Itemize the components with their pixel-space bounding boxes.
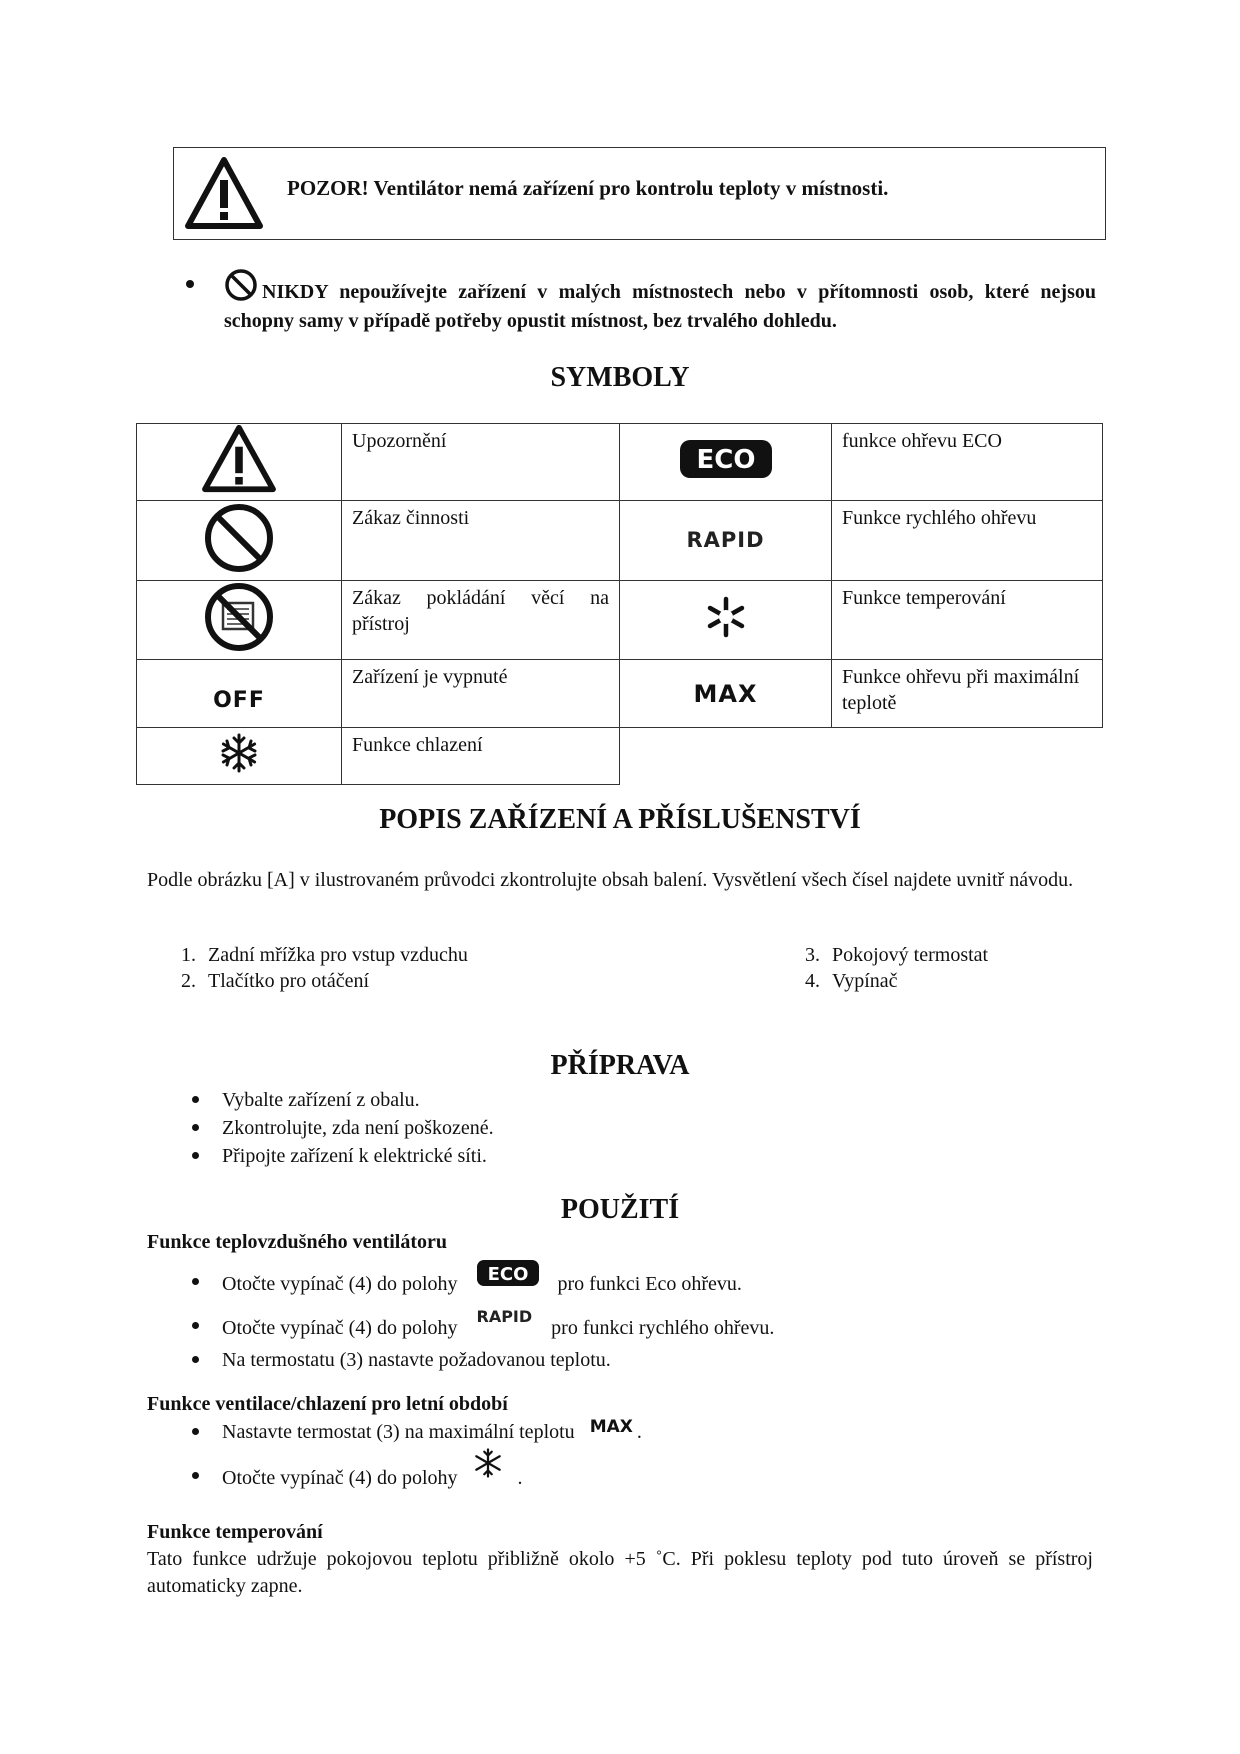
list-item: 2. Tlačítko pro otáčení bbox=[181, 970, 370, 992]
symbol-label: Funkce ohřevu při maximální teplotě bbox=[832, 660, 1103, 728]
symbol-icon-cell bbox=[620, 424, 832, 501]
list-item: 3. Pokojový termostat bbox=[805, 944, 989, 966]
symbols-table bbox=[136, 423, 1103, 785]
list-item: Zkontrolujte, zda není poškozené. bbox=[190, 1114, 494, 1142]
symbol-icon-cell bbox=[137, 501, 342, 581]
max-icon: MAX bbox=[589, 1417, 633, 1438]
symbol-icon-cell bbox=[137, 424, 342, 501]
eco-icon bbox=[678, 438, 774, 480]
symbols-title: SYMBOLY bbox=[550, 362, 690, 393]
parts-list-left bbox=[160, 942, 468, 994]
warning-triangle-icon bbox=[201, 424, 277, 494]
usage-title: POUŽITÍ bbox=[560, 1194, 680, 1225]
symbol-label: Funkce chlazení bbox=[342, 728, 620, 785]
summer-list bbox=[190, 1418, 642, 1494]
symbol-label: funkce ohřevu ECO bbox=[832, 424, 1103, 501]
symbol-icon-cell bbox=[620, 581, 832, 660]
eco-icon-text: ECO bbox=[696, 445, 755, 475]
symbol-label: Funkce rychlého ohřevu bbox=[832, 501, 1103, 581]
antifrost-text: Tato funkce udržuje pokojovou teplotu přibližně okolo +5 ˚C. Při poklesu teploty pod tuto úroveň se přístroj automaticky zapne. bbox=[147, 1548, 1093, 1597]
max-icon: MAX bbox=[693, 679, 758, 708]
eco-icon-text: ECO bbox=[487, 1264, 528, 1286]
rapid-icon: RAPID bbox=[686, 528, 765, 552]
preparation-list bbox=[190, 1086, 494, 1170]
heater-heading: Funkce teplovzdušného ventilátoru bbox=[147, 1231, 448, 1253]
list-item: Vybalte zařízení z obalu. bbox=[190, 1086, 494, 1114]
snowflake-icon bbox=[473, 1448, 503, 1478]
list-item: Připojte zařízení k elektrické síti. bbox=[190, 1142, 494, 1170]
symbol-label: Zákaz pokládání věcí na přístroj bbox=[342, 581, 620, 660]
warning-text: POZOR! Ventilátor nemá zařízení pro kontrolu teploty v místnosti. bbox=[287, 176, 889, 200]
list-item: Na termostatu (3) nastavte požadovanou teplotu. bbox=[190, 1346, 774, 1374]
list-item: 1. Zadní mřížka pro vstup vzduchu bbox=[181, 944, 468, 966]
snowflake-icon bbox=[219, 733, 259, 773]
symbol-icon-cell bbox=[137, 581, 342, 660]
never-note-text: NIKDY nepoužívejte zařízení v malých místnostech nebo v přítomnosti osob, které nejsou schopny samy v případě potřeby opustit místnost, bez trvalého dohledu. bbox=[224, 281, 1096, 332]
preparation-title: PŘÍPRAVA bbox=[550, 1050, 690, 1081]
symbol-label: Zařízení je vypnuté bbox=[342, 660, 620, 728]
parts-list-right bbox=[784, 942, 988, 994]
eco-icon bbox=[475, 1258, 541, 1288]
rapid-icon: RAPID bbox=[476, 1307, 533, 1327]
warning-box bbox=[173, 147, 1106, 240]
summer-heading: Funkce ventilace/chlazení pro letní období bbox=[147, 1393, 508, 1415]
list-item: Nastavte termostat (3) na maximální teplotu MAX . bbox=[190, 1418, 642, 1452]
symbol-label: Zákaz činnosti bbox=[342, 501, 620, 581]
description-title: POPIS ZAŘÍZENÍ A PŘÍSLUŠENSTVÍ bbox=[379, 804, 861, 835]
heater-list bbox=[190, 1262, 774, 1374]
symbol-icon-cell bbox=[620, 501, 832, 581]
symbol-icon-cell bbox=[137, 660, 342, 728]
list-item: Otočte vypínač (4) do polohy RAPID pro funkci rychlého ohřevu. bbox=[190, 1304, 774, 1340]
description-intro: Podle obrázku [A] v ilustrovaném průvodci zkontrolujte obsah balení. Vysvětlení všech čísel najdete uvnitř návodu. bbox=[147, 869, 1074, 891]
symbol-label: Funkce temperování bbox=[832, 581, 1103, 660]
off-icon: OFF bbox=[213, 688, 265, 713]
antifrost-icon bbox=[702, 593, 750, 641]
prohibition-icon bbox=[203, 502, 275, 574]
symbol-icon-cell bbox=[137, 728, 342, 785]
symbol-icon-cell bbox=[620, 660, 832, 728]
list-item: Otočte vypínač (4) do polohy ECO pro funkci Eco ohřevu. bbox=[190, 1262, 774, 1304]
warning-triangle-icon bbox=[184, 156, 264, 232]
symbol-label: Upozornění bbox=[342, 424, 620, 501]
antifrost-heading: Funkce temperování bbox=[147, 1521, 323, 1543]
prohibition-icon bbox=[224, 268, 258, 302]
bullet bbox=[186, 280, 194, 288]
list-item: 4. Vypínač bbox=[805, 970, 898, 992]
no-covering-icon bbox=[203, 581, 275, 653]
list-item: Otočte vypínač (4) do polohy . bbox=[190, 1452, 642, 1494]
